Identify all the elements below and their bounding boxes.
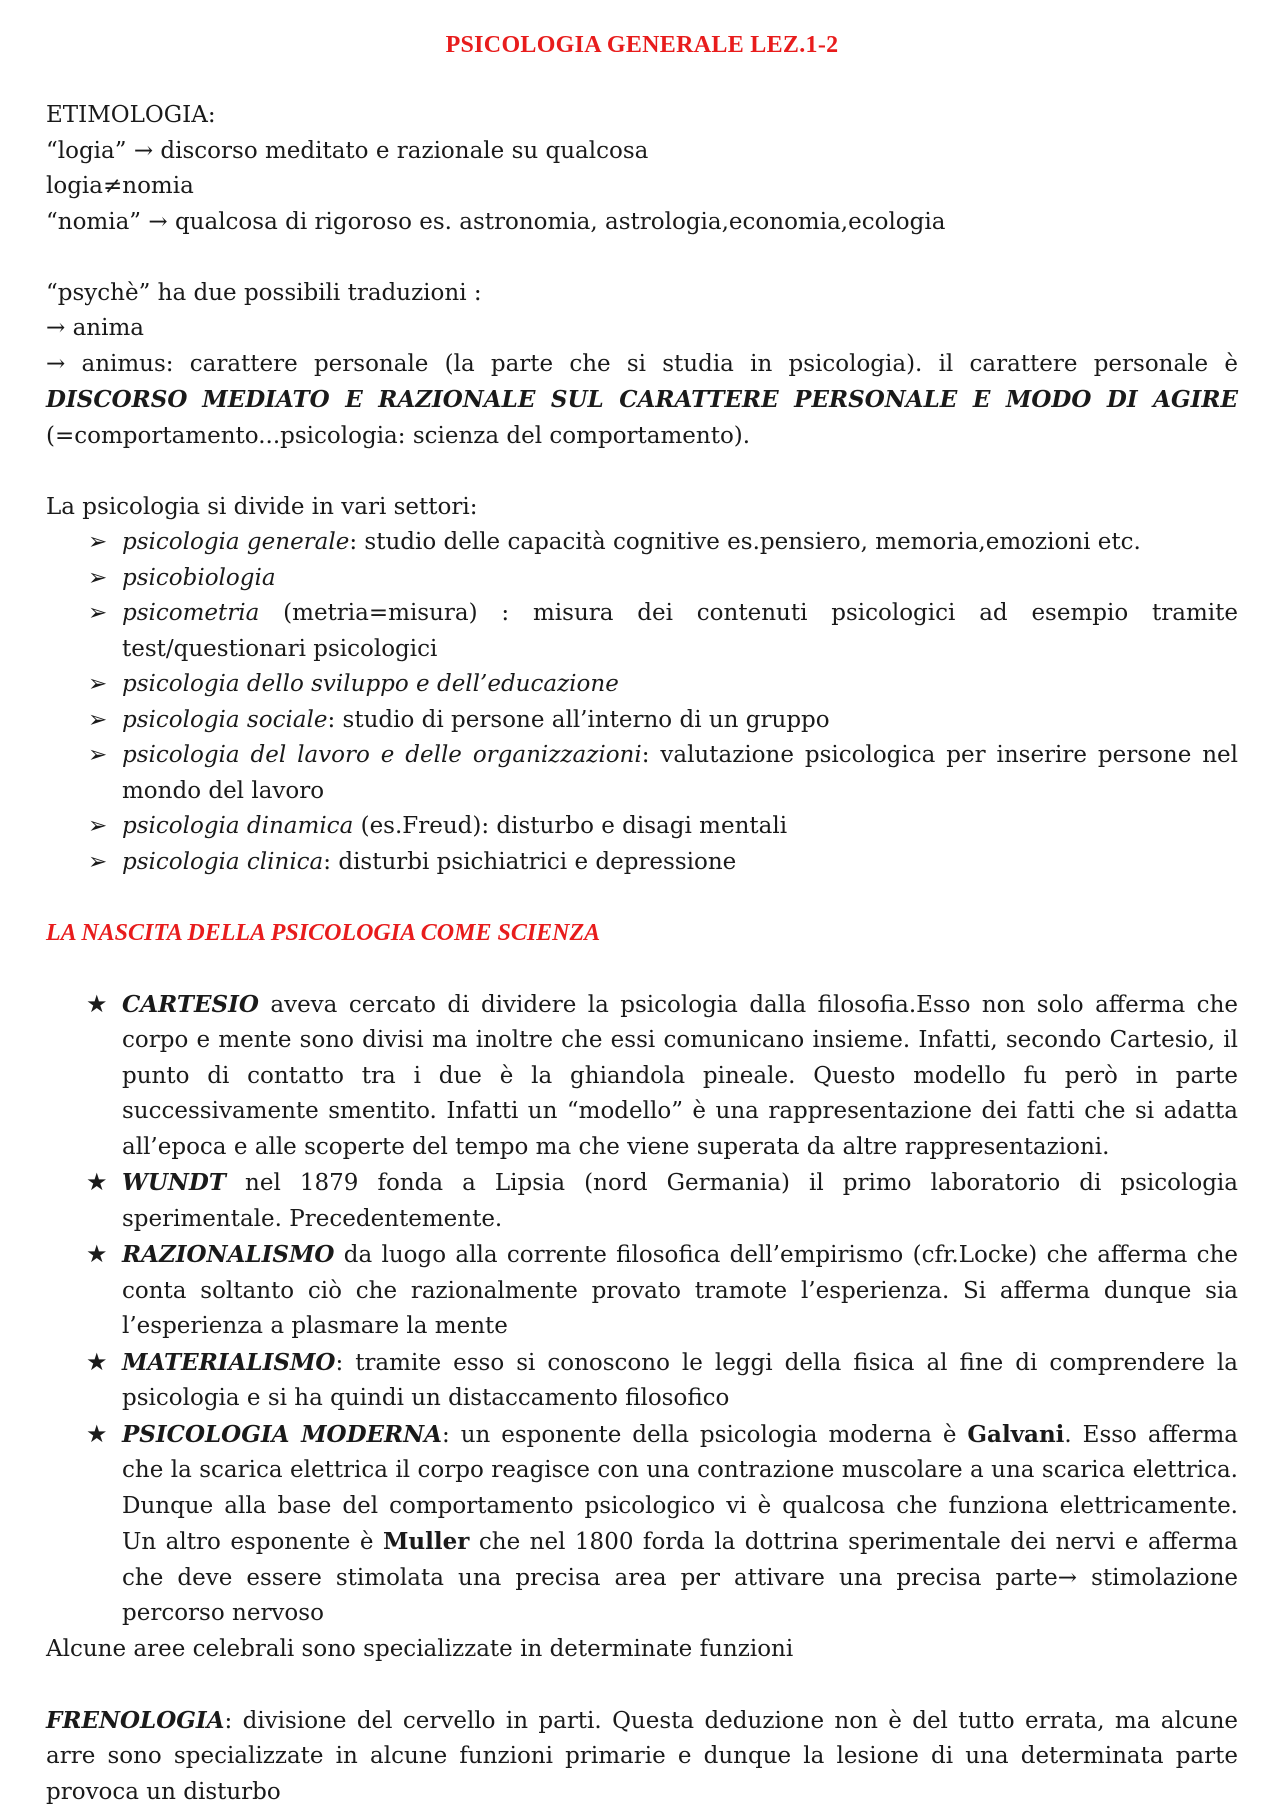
list-item-materialismo [46, 1345, 1238, 1417]
page-title: PSICOLOGIA GENERALE LEZ.1-2 [445, 32, 839, 58]
document-page [46, 28, 1238, 1810]
birth-list [46, 987, 1238, 1632]
section-heading-birth: LA NASCITA DELLA PSICOLOGIA COME SCIENZA [46, 919, 601, 946]
text-frenologia: : divisione del cervello in parti. Questa deduzione non è del tutto errata, ma alcune arre sono specializzate in alcune funzioni primarie e dunque la lesione di una determinata parte provoca un disturbo [46, 1707, 1238, 1805]
list-item [46, 809, 1238, 845]
list-item [46, 703, 1238, 739]
sector-desc: (metria=misura) : misura dei contenuti psicologici ad esempio tramite test/questionari psicologici [122, 600, 1238, 662]
areas-line: Alcune aree celebrali sono specializzate in determinate funzioni [46, 1635, 794, 1662]
text-moderna-2: . Esso afferma che la scarica elettrica il corpo reagisce con una contrazione muscolare a una scarica elettrica. Dunque alla base del comportamento psicologico vi è qualcosa che funziona elettricamente. Un altro esponente è [122, 1421, 1238, 1555]
term-wundt: WUNDT [122, 1169, 226, 1196]
psyche-animus-bold-1: DISCORSO [46, 386, 188, 413]
arrow-bullet-icon: ➢ [88, 813, 108, 839]
sector-desc: : studio delle capacità cognitive es.pensiero, memoria,emozioni etc. [349, 529, 1141, 555]
text-razionalismo: da luogo alla corrente filosofica dell’empirismo (cfr.Locke) che afferma che conta soltanto ciò che razionalmente provato tramote l’esperienza. Si afferma dunque sia l’esperienza a plasmare la mente [122, 1242, 1238, 1339]
etymology-line-logia-nomia: logia≠nomia [46, 173, 194, 199]
list-item-cartesio [46, 987, 1238, 1166]
term-frenologia: FRENOLOGIA [46, 1706, 225, 1734]
arrow-bullet-icon: ➢ [88, 529, 108, 555]
frenologia-paragraph [46, 1703, 1238, 1810]
sector-desc: : studio di persone all’interno di un gruppo [327, 706, 830, 733]
arrow-bullet-icon: ➢ [88, 564, 108, 591]
spacer [46, 454, 1238, 490]
text-materialismo: : tramite esso si conoscono le leggi della fisica al fine di comprendere la psicologia e si ha quindi un distaccamento filosofico [122, 1349, 1238, 1411]
text-wundt: nel 1879 fonda a Lipsia (nord Germania) il primo laboratorio di psicologia sperimentale. Precedentemente. [122, 1170, 1238, 1232]
sectors-list [46, 525, 1238, 880]
term-razionalismo: RAZIONALISMO [122, 1241, 335, 1268]
arrow-bullet-icon: ➢ [88, 706, 108, 733]
arrow-bullet-icon: ➢ [88, 600, 108, 626]
sector-desc: : valutazione psicologica per inserire persone nel mondo del lavoro [122, 742, 1238, 804]
list-item [46, 738, 1238, 809]
psyche-animus-text: → animus: carattere personale (la parte che si studia in psicologia). il carattere personale è [46, 350, 1238, 377]
sector-term: psicologia dello sviluppo e dell’educazione [122, 671, 619, 697]
star-bullet-icon: ★ [86, 1168, 108, 1196]
star-bullet-icon: ★ [86, 989, 108, 1018]
sector-desc: (es.Freud): disturbo e disagi mentali [353, 813, 788, 839]
star-bullet-icon: ★ [86, 1419, 108, 1448]
text-moderna-1: : un esponente della psicologia moderna è [442, 1421, 968, 1448]
spacer [46, 880, 1238, 916]
etymology-line-logia: “logia” → discorso meditato e razionale su qualcosa [46, 137, 649, 164]
etymology-heading: ETIMOLOGIA: [46, 102, 216, 128]
sector-term: psicologia sociale [122, 706, 328, 733]
sector-term: psicologia generale [122, 529, 350, 555]
sector-term: psicobiologia [122, 564, 276, 591]
star-bullet-icon: ★ [86, 1347, 108, 1376]
psyche-anima: → anima [46, 315, 144, 341]
text-cartesio: aveva cercato di dividere la psicologia dalla filosofia.Esso non solo afferma che corpo e mente sono divisi ma inoltre che essi comunicano insieme. Infatti, secondo Cartesio, il punto di contatto tra i due è la ghiandola pineale. Questo modello fu però in parte successivamente smentito. Infatti un “modello” è una rappresentazione dei fatti che si adatta all’epoca e alle scoperte del tempo ma che viene superata da altre rappresentazioni. [122, 991, 1238, 1160]
star-bullet-icon: ★ [86, 1240, 108, 1268]
arrow-bullet-icon: ➢ [88, 671, 108, 697]
list-item [46, 845, 1238, 881]
text-moderna-3: che nel 1800 forda la dottrina sperimentale dei nervi e afferma che deve essere stimolata una precisa area per attivare una precisa parte→ stimolazione percorso nervoso [122, 1529, 1238, 1626]
name-galvani: Galvani [967, 1420, 1065, 1448]
spacer [46, 951, 1238, 987]
psyche-animus-end: (=comportamento...psicologia: scienza del comportamento). [46, 422, 751, 449]
term-cartesio: CARTESIO [122, 990, 259, 1018]
sector-term: psicologia dinamica [122, 813, 354, 839]
list-item [46, 561, 1238, 597]
arrow-bullet-icon: ➢ [88, 848, 108, 875]
name-muller: Muller [382, 1528, 470, 1555]
term-psicologia-moderna: PSICOLOGIA MODERNA [122, 1420, 443, 1448]
spacer [46, 240, 1238, 276]
psyche-intro: “psychè” ha due possibili traduzioni : [46, 279, 482, 306]
list-item-wundt [46, 1165, 1238, 1237]
sector-term: psicologia clinica [122, 848, 324, 875]
psyche-animus-bold-2: MEDIATO E RAZIONALE SUL CARATTERE PERSONALE E MODO DI AGIRE [202, 386, 1238, 413]
term-materialismo: MATERIALISMO [122, 1348, 336, 1376]
sector-term: psicologia del lavoro e delle organizzazioni [122, 742, 642, 768]
list-item [46, 525, 1238, 561]
psyche-animus [46, 347, 1238, 419]
list-item [46, 596, 1238, 667]
etymology-line-nomia: “nomia” → qualcosa di rigoroso es. astronomia, astrologia,economia,ecologia [46, 208, 946, 235]
spacer [46, 1667, 1238, 1703]
sectors-intro: La psicologia si divide in vari settori: [46, 493, 478, 520]
list-item [46, 667, 1238, 703]
arrow-bullet-icon: ➢ [88, 742, 108, 768]
sector-term: psicometria [122, 600, 260, 626]
list-item-psicologia-moderna [46, 1417, 1238, 1632]
list-item-razionalismo [46, 1237, 1238, 1345]
sector-desc: : disturbi psichiatrici e depressione [323, 848, 737, 875]
